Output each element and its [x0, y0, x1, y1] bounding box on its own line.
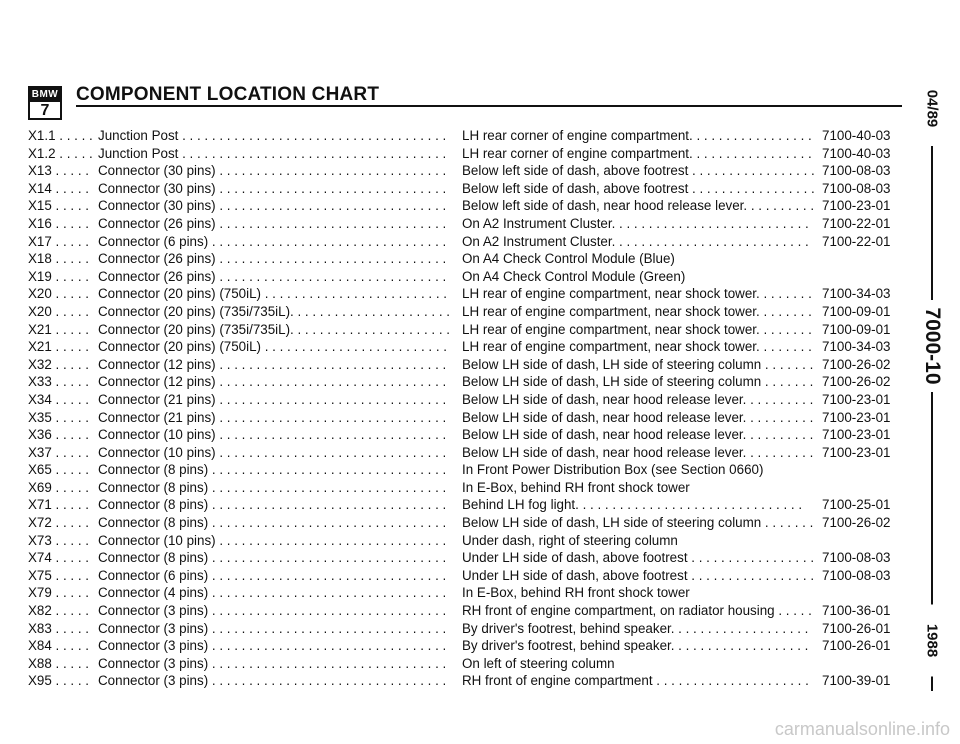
table-row	[28, 373, 908, 391]
table-row	[28, 321, 908, 339]
row-location: Below LH side of dash, near hood release lever. . . . . . . . . .	[462, 409, 814, 425]
row-code: X75 . . . . .	[28, 567, 90, 583]
row-location: Below LH side of dash, LH side of steering column . . . . . . .	[462, 515, 814, 531]
row-code: X17 . . . . .	[28, 233, 90, 249]
table-row	[28, 584, 908, 602]
row-reference: 7100-23-01	[822, 198, 891, 214]
row-reference: 7100-34-03	[822, 339, 891, 355]
row-code: X72 . . . . .	[28, 515, 90, 531]
row-code: X69 . . . . .	[28, 479, 90, 495]
row-location: On left of steering column	[462, 655, 615, 671]
row-location: On A4 Check Control Module (Green)	[462, 268, 686, 284]
row-reference: 7100-34-03	[822, 286, 891, 302]
row-code: X88 . . . . .	[28, 655, 90, 671]
title-rule	[76, 105, 902, 107]
row-reference: 7100-08-03	[822, 180, 891, 196]
row-component: Connector (3 pins) . . . . . . . . . . . . . . . . . . . . . . . . . . . . . . . .	[98, 655, 447, 671]
table-row	[28, 215, 908, 233]
table-row	[28, 637, 908, 655]
row-component: Junction Post . . . . . . . . . . . . . . . . . . . . . . . . . . . . . . . . . . . .	[98, 145, 447, 161]
table-row	[28, 549, 908, 567]
row-reference: 7100-40-03	[822, 128, 891, 143]
table-row	[28, 514, 908, 532]
row-component: Connector (26 pins) . . . . . . . . . . . . . . . . . . . . . . . . . . . . . . .	[98, 215, 447, 231]
row-code: X13 . . . . .	[28, 163, 90, 179]
row-component: Connector (30 pins) . . . . . . . . . . . . . . . . . . . . . . . . . . . . . . .	[98, 180, 447, 196]
row-location: Below LH side of dash, near hood release lever. . . . . . . . . .	[462, 444, 814, 460]
row-code: X1.2 . . . . .	[28, 145, 93, 161]
row-code: X37 . . . . .	[28, 444, 90, 460]
row-location: Under LH side of dash, above footrest . . . . . . . . . . . . . . . . .	[462, 550, 815, 566]
row-location: Below left side of dash, near hood release lever. . . . . . . . . .	[462, 198, 815, 214]
row-component: Connector (10 pins) . . . . . . . . . . . . . . . . . . . . . . . . . . . . . . .	[98, 427, 447, 443]
logo-number: 7	[40, 102, 50, 119]
row-component: Connector (12 pins) . . . . . . . . . . . . . . . . . . . . . . . . . . . . . . .	[98, 356, 447, 372]
row-code: X71 . . . . .	[28, 497, 90, 513]
row-reference: 7100-36-01	[822, 603, 891, 619]
row-component: Connector (20 pins) (750iL) . . . . . . . . . . . . . . . . . . . . . . . . .	[98, 286, 448, 302]
row-reference: 7100-39-01	[822, 673, 891, 689]
row-component: Connector (20 pins) (735i/735iL). . . . . . . . . . . . . . . . . . . . . .	[98, 303, 451, 319]
row-component: Connector (20 pins) (735i/735iL). . . . . . . . . . . . . . . . . . . . . .	[98, 321, 451, 337]
table-row	[28, 461, 908, 479]
row-location: LH rear corner of engine compartment. . . . . . . . . . . . . . . . .	[462, 128, 812, 143]
table-row	[28, 268, 908, 286]
row-component: Connector (8 pins) . . . . . . . . . . . . . . . . . . . . . . . . . . . . . . . .	[98, 497, 447, 513]
row-location: LH rear corner of engine compartment. . . . . . . . . . . . . . . . .	[462, 145, 812, 161]
watermark: carmanualsonline.info	[774, 719, 950, 739]
row-location: In E-Box, behind RH front shock tower	[462, 479, 690, 495]
row-code: X18 . . . . .	[28, 251, 90, 267]
side-margin	[912, 86, 952, 706]
logo-text: BMW	[31, 89, 59, 100]
row-component: Connector (8 pins) . . . . . . . . . . . . . . . . . . . . . . . . . . . . . . . .	[98, 515, 447, 531]
row-reference: 7100-23-01	[822, 427, 891, 443]
row-location: Below left side of dash, above footrest . . . . . . . . . . . . . . . . .	[462, 180, 815, 196]
row-reference: 7100-25-01	[822, 497, 891, 513]
table-row	[28, 180, 908, 198]
row-reference: 7100-09-01	[822, 321, 891, 337]
row-component: Connector (8 pins) . . . . . . . . . . . . . . . . . . . . . . . . . . . . . . . .	[98, 550, 447, 566]
row-location: LH rear of engine compartment, near shock tower. . . . . . . .	[462, 321, 812, 337]
row-reference: 7100-26-02	[822, 515, 891, 531]
row-reference: 7100-26-01	[822, 620, 891, 636]
row-code: X21 . . . . .	[28, 339, 90, 355]
row-component: Connector (8 pins) . . . . . . . . . . . . . . . . . . . . . . . . . . . . . . . .	[98, 479, 447, 495]
row-component: Connector (10 pins) . . . . . . . . . . . . . . . . . . . . . . . . . . . . . . .	[98, 444, 447, 460]
row-code: X16 . . . . .	[28, 215, 90, 231]
table-row	[28, 127, 908, 145]
row-location: LH rear of engine compartment, near shock tower. . . . . . . .	[462, 303, 812, 319]
bmw-logo-icon	[28, 86, 62, 120]
row-component: Connector (10 pins) . . . . . . . . . . . . . . . . . . . . . . . . . . . . . . .	[98, 532, 447, 548]
row-location: Behind LH fog light. . . . . . . . . . . . . . . . . . . . . . . . . . . . . . .	[462, 497, 803, 513]
row-component: Connector (4 pins) . . . . . . . . . . . . . . . . . . . . . . . . . . . . . . . .	[98, 585, 447, 601]
row-component: Connector (26 pins) . . . . . . . . . . . . . . . . . . . . . . . . . . . . . . .	[98, 251, 447, 267]
table-row	[28, 426, 908, 444]
row-reference: 7100-08-03	[822, 163, 891, 179]
table-row	[28, 391, 908, 409]
row-code: X20 . . . . .	[28, 286, 90, 302]
table-row	[28, 285, 908, 303]
row-reference: 7100-26-02	[822, 374, 891, 390]
row-location: On A4 Check Control Module (Blue)	[462, 251, 675, 267]
row-component: Connector (30 pins) . . . . . . . . . . . . . . . . . . . . . . . . . . . . . . .	[98, 163, 447, 179]
row-location: Under dash, right of steering column	[462, 532, 678, 548]
row-component: Connector (3 pins) . . . . . . . . . . . . . . . . . . . . . . . . . . . . . . . .	[98, 603, 447, 619]
table-row	[28, 250, 908, 268]
row-code: X33 . . . . .	[28, 374, 90, 390]
table-row	[28, 532, 908, 550]
row-code: X79 . . . . .	[28, 585, 90, 601]
row-reference: 7100-09-01	[822, 303, 891, 319]
row-location: Below left side of dash, above footrest . . . . . . . . . . . . . . . . .	[462, 163, 815, 179]
row-component: Connector (20 pins) (750iL) . . . . . . . . . . . . . . . . . . . . . . . . .	[98, 339, 448, 355]
row-reference: 7100-26-02	[822, 356, 891, 372]
table-row	[28, 233, 908, 251]
table-row	[28, 620, 908, 638]
row-code: X15 . . . . .	[28, 198, 90, 214]
row-code: X65 . . . . .	[28, 462, 90, 478]
row-component: Connector (6 pins) . . . . . . . . . . . . . . . . . . . . . . . . . . . . . . . .	[98, 233, 447, 249]
table-row	[28, 356, 908, 374]
row-component: Connector (6 pins) . . . . . . . . . . . . . . . . . . . . . . . . . . . . . . . .	[98, 567, 447, 583]
row-location: LH rear of engine compartment, near shock tower. . . . . . . .	[462, 339, 812, 355]
table-row	[28, 197, 908, 215]
row-location: Below LH side of dash, LH side of steering column . . . . . . .	[462, 374, 814, 390]
row-code: X14 . . . . .	[28, 180, 90, 196]
row-location: In E-Box, behind RH front shock tower	[462, 585, 690, 601]
row-code: X83 . . . . .	[28, 620, 90, 636]
row-reference: 7100-40-03	[822, 145, 891, 161]
row-component: Connector (30 pins) . . . . . . . . . . . . . . . . . . . . . . . . . . . . . . .	[98, 198, 447, 214]
row-code: X19 . . . . .	[28, 268, 90, 284]
table-row	[28, 303, 908, 321]
side-date: 04/89	[924, 73, 941, 145]
row-reference: 7100-08-03	[822, 567, 891, 583]
row-code: X95 . . . . .	[28, 673, 90, 689]
row-component: Connector (3 pins) . . . . . . . . . . . . . . . . . . . . . . . . . . . . . . . .	[98, 638, 447, 654]
row-reference: 7100-23-01	[822, 409, 891, 425]
row-code: X34 . . . . .	[28, 391, 90, 407]
row-component: Connector (12 pins) . . . . . . . . . . . . . . . . . . . . . . . . . . . . . . .	[98, 374, 447, 390]
row-code: X35 . . . . .	[28, 409, 90, 425]
table-row	[28, 567, 908, 585]
row-location: By driver's footrest, behind speaker. . . . . . . . . . . . . . . . . . .	[462, 620, 809, 636]
row-location: RH front of engine compartment, on radiator housing . . . . .	[462, 603, 812, 619]
row-component: Connector (21 pins) . . . . . . . . . . . . . . . . . . . . . . . . . . . . . . .	[98, 391, 447, 407]
row-location: In Front Power Distribution Box (see Section 0660)	[462, 462, 764, 478]
row-code: X84 . . . . .	[28, 638, 90, 654]
row-code: X21 . . . . .	[28, 321, 90, 337]
table-row	[28, 162, 908, 180]
row-component: Connector (21 pins) . . . . . . . . . . . . . . . . . . . . . . . . . . . . . . .	[98, 409, 447, 425]
table-row	[28, 479, 908, 497]
table-row	[28, 145, 908, 163]
row-location: RH front of engine compartment . . . . . . . . . . . . . . . . . . . . .	[462, 673, 809, 689]
row-reference: 7100-08-03	[822, 550, 891, 566]
row-location: Below LH side of dash, near hood release lever. . . . . . . . . .	[462, 391, 814, 407]
page-title: COMPONENT LOCATION CHART	[76, 84, 380, 105]
row-location: By driver's footrest, behind speaker. . . . . . . . . . . . . . . . . . .	[462, 638, 809, 654]
row-reference: 7100-22-01	[822, 215, 891, 231]
component-table	[28, 127, 908, 690]
row-location: Below LH side of dash, near hood release lever. . . . . . . . . .	[462, 427, 814, 443]
table-row	[28, 338, 908, 356]
row-location: On A2 Instrument Cluster. . . . . . . . . . . . . . . . . . . . . . . . . . .	[462, 233, 809, 249]
table-row	[28, 444, 908, 462]
row-component: Connector (26 pins) . . . . . . . . . . . . . . . . . . . . . . . . . . . . . . .	[98, 268, 447, 284]
row-component: Connector (3 pins) . . . . . . . . . . . . . . . . . . . . . . . . . . . . . . . .	[98, 673, 447, 689]
row-reference: 7100-22-01	[822, 233, 891, 249]
table-row	[28, 602, 908, 620]
row-code: X73 . . . . .	[28, 532, 90, 548]
side-year: 1988	[924, 605, 941, 677]
side-section-number: 7000-10	[920, 300, 944, 392]
table-row	[28, 409, 908, 427]
row-location: Below LH side of dash, LH side of steering column . . . . . . .	[462, 356, 814, 372]
row-reference: 7100-23-01	[822, 444, 891, 460]
row-code: X74 . . . . .	[28, 550, 90, 566]
row-reference: 7100-26-01	[822, 638, 891, 654]
row-location: LH rear of engine compartment, near shock tower. . . . . . . .	[462, 286, 812, 302]
row-code: X36 . . . . .	[28, 427, 90, 443]
row-component: Junction Post . . . . . . . . . . . . . . . . . . . . . . . . . . . . . . . . . . . .	[98, 128, 447, 143]
table-row	[28, 496, 908, 514]
row-code: X82 . . . . .	[28, 603, 90, 619]
table-row	[28, 655, 908, 673]
row-code: X1.1 . . . . .	[28, 128, 93, 143]
row-location: Under LH side of dash, above footrest . . . . . . . . . . . . . . . . .	[462, 567, 815, 583]
row-location: On A2 Instrument Cluster. . . . . . . . . . . . . . . . . . . . . . . . . . .	[462, 215, 809, 231]
table-row	[28, 672, 908, 690]
row-code: X32 . . . . .	[28, 356, 90, 372]
row-component: Connector (8 pins) . . . . . . . . . . . . . . . . . . . . . . . . . . . . . . . .	[98, 462, 447, 478]
row-code: X20 . . . . .	[28, 303, 90, 319]
row-reference: 7100-23-01	[822, 391, 891, 407]
row-component: Connector (3 pins) . . . . . . . . . . . . . . . . . . . . . . . . . . . . . . . .	[98, 620, 447, 636]
